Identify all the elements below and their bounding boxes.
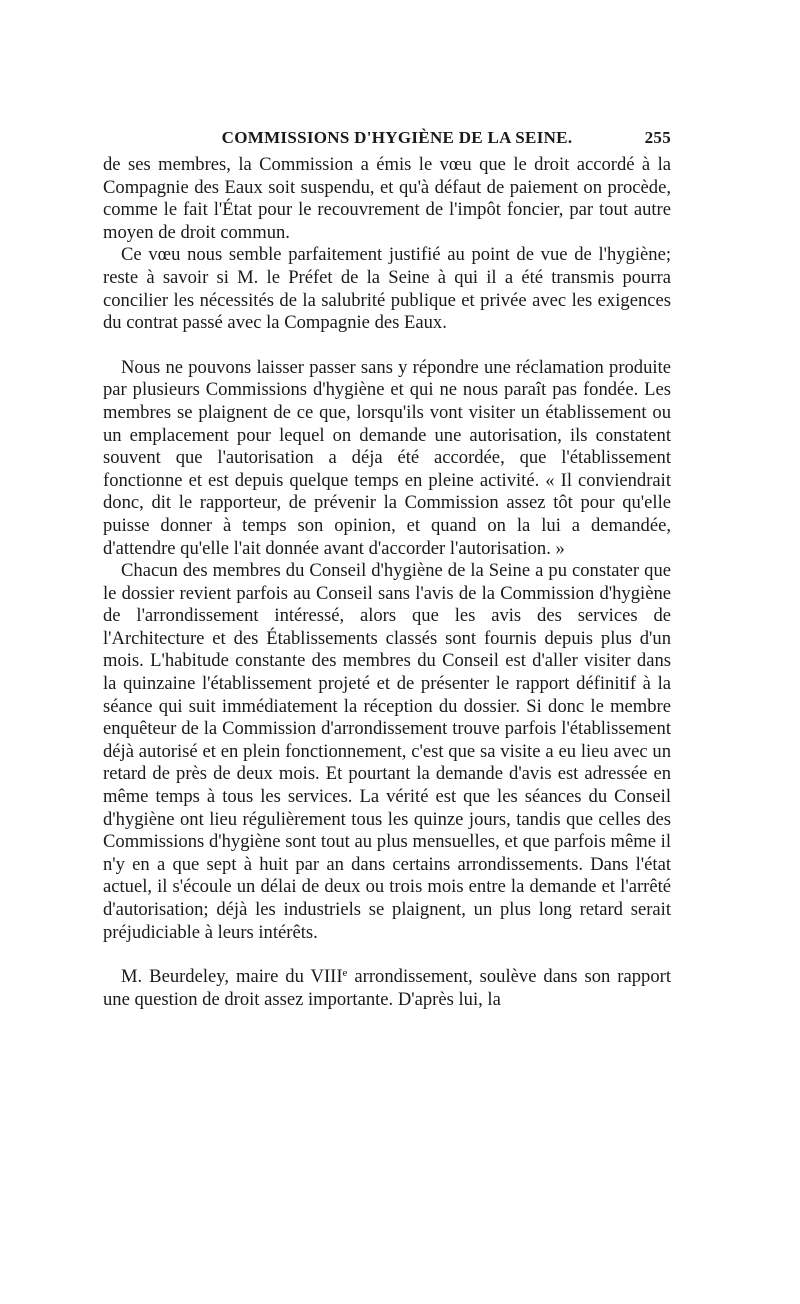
paragraph-voeu: Ce vœu nous semble parfaitement justifié au point de vue de l'hygiène; reste à savoir si M. le Préfet de la Seine à qui il a été transmis pourra concilier les nécessités de la salubrité publique et privée avec les exigences du contrat passé avec la Compagnie des Eaux.	[103, 244, 671, 334]
page-number: 255	[644, 128, 671, 147]
paragraph-continued: de ses membres, la Commission a émis le vœu que le droit accordé à la Compagnie des Eaux soit suspendu, et qu'à défaut de paiement on procède, comme le fait l'État pour le recouvrement de l'impôt foncier, par tout autre moyen de droit commun.	[103, 154, 671, 243]
paragraph-conseil: Chacun des membres du Conseil d'hygiène de la Seine a pu constater que le dossier revient parfois au Conseil sans l'avis de la Commission d'hygiène de l'arrondissement intéressé, alors que les avis des services de l'Architecture et des Établissements classés sont fournis depuis plus d'un mois. L'habitude constante des membres du Conseil est d'aller visiter dans la quinzaine l'établissement projeté et de présenter le rapport définitif à la séance qui suit immédiatement la réception du dossier. Si donc le membre enquêteur de la Commission d'arrondissement trouve parfois l'établissement déjà autorisé et en plein fonctionnement, c'est que sa visite a eu lieu avec un retard de près de deux mois. Et pourtant la demande d'avis est adressée en même temps à tous les services. La vérité est que les séances du Conseil d'hygiène ont lieu régulièrement tous les quinze jours, tandis que celles des Commissions d'hygiène sont tout au plus mensuelles, et que parfois même il n'y en a que sept à huit par an dans certains arrondissements. Dans l'état actuel, il s'écoule un délai de deux ou trois mois entre la demande et l'arrêté d'autorisation; déjà les industriels se plaignent, un plus long retard serait préjudiciable à leurs intérêts.	[103, 560, 671, 943]
paragraph-beurdeley	[103, 966, 671, 1011]
document-page	[103, 128, 671, 1011]
paragraph-reclamation: Nous ne pouvons laisser passer sans y répondre une réclamation produite par plusieurs Commissions d'hygiène et qui ne nous paraît pas fondée. Les membres se plaignent de ce que, lorsqu'ils vont visiter un établissement ou un emplacement pour lequel on demande une autorisation, ils constatent souvent que l'autorisation a déja été accordée, que l'établissement fonctionne et est depuis quelque temps en pleine activité. « Il conviendrait donc, dit le rapporteur, de prévenir la Commission assez tôt pour qu'elle puisse donner à temps son opinion, et quand on la lui a demandée, d'attendre qu'elle l'ait donnée avant d'accorder l'autorisation. »	[103, 356, 671, 559]
beurdeley-rest: arrondissement, soulève dans son rapport une question de droit assez importante. D'après lui, la	[103, 966, 671, 1010]
ordinal-superscript: e	[342, 967, 348, 980]
beurdeley-start: M. Beurdeley, maire du VIII	[121, 966, 343, 988]
running-title: COMMISSIONS D'HYGIÈNE DE LA SEINE.	[221, 128, 573, 147]
running-header	[103, 128, 671, 154]
body-text	[103, 154, 671, 1011]
